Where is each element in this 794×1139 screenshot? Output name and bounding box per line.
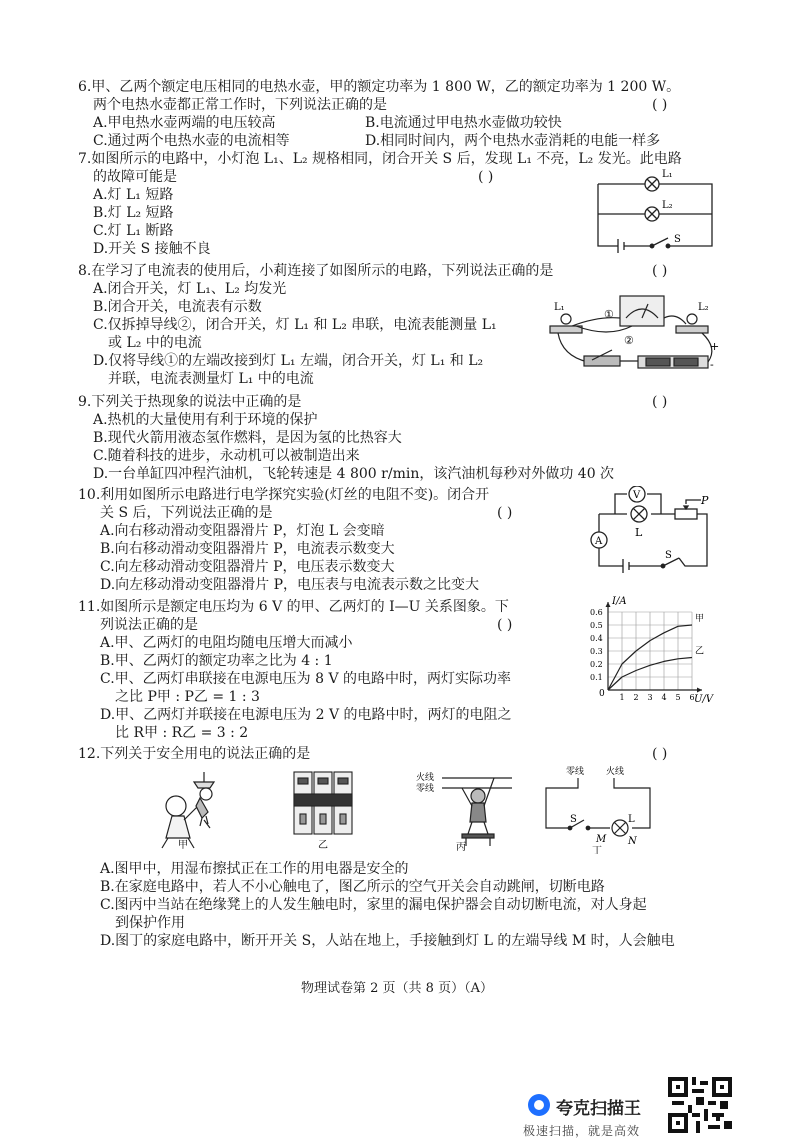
q12-ding-n-label: N: [628, 836, 637, 847]
q7-label-l2: L₂: [662, 200, 673, 211]
q9-option-a: A.热机的大量使用有利于环境的保护: [93, 412, 318, 428]
q10-option-b: B.向右移动滑动变阻器滑片 P，电流表示数变大: [100, 541, 395, 557]
q10-answer-bracket: ( ): [497, 505, 513, 521]
x-tick-label: 2: [633, 693, 639, 702]
q6-option-a: A.甲电热水壶两端的电压较高: [93, 115, 276, 131]
q9-option-d: D.一台单缸四冲程汽油机，飞轮转速是 4 800 r/min，该汽油机每秒对外做功 40 次: [93, 466, 615, 482]
q7-option-a: A.灯 L₁ 短路: [93, 187, 174, 203]
q8-label-l1: L₁: [554, 302, 565, 313]
q6-answer-bracket: ( ): [652, 97, 668, 113]
q8-label-l2: L₂: [698, 302, 709, 313]
y-tick-label: 0.2: [590, 660, 603, 669]
q6-option-d: D.相同时间内，两个电热水壶消耗的电能一样多: [365, 133, 661, 149]
q8-answer-bracket: ( ): [652, 263, 668, 279]
y-tick-label: 0.5: [590, 621, 603, 630]
q8-option-a: A.闭合开关，灯 L₁、L₂ 均发光: [93, 281, 287, 297]
q12-figure-ding-household-circuit: [540, 764, 660, 854]
q12-bing-fire-label: 火线: [416, 773, 435, 783]
q11-option-b: B.甲、乙两灯的额定功率之比为 4 : 1: [100, 653, 333, 669]
q12-ding-m-label: M: [596, 834, 607, 845]
x-tick-label: 5: [675, 693, 681, 702]
q12-answer-bracket: ( ): [652, 746, 668, 762]
series-label: 甲: [695, 614, 705, 624]
x-tick-label: 6: [689, 693, 695, 702]
q10-stem-line1: 10.利用如图所示电路进行电学探究实验(灯丝的电阻不变)。闭合开: [78, 487, 490, 503]
q12-bing-zero-label: 零线: [416, 784, 435, 794]
q12-option-a: A.图甲中，用湿布擦拭正在工作的用电器是安全的: [100, 861, 409, 877]
q10-option-c: C.向左移动滑动变阻器滑片 P，电压表示数变大: [100, 559, 395, 575]
q12-option-b: B.在家庭电路中，若人不小心触电了，图乙所示的空气开关会自动跳闸，切断电路: [100, 879, 605, 895]
q11-option-c-line2: 之比 P甲 : P乙 = 1 : 3: [115, 689, 260, 705]
q6-stem-line1: 6.甲、乙两个额定电压相同的电热水壶，甲的额定功率为 1 800 W，乙的额定功率为 1 200 W。: [78, 79, 681, 95]
chart-tick-labels: [590, 608, 695, 702]
q7-label-s: S: [674, 234, 681, 245]
qr-code-icon: [668, 1077, 732, 1133]
q10-option-d: D.向左移动滑动变阻器滑片 P，电压表与电流表示数之比变大: [100, 577, 480, 593]
q8-option-b: B.闭合开关，电流表有示数: [93, 299, 262, 315]
y-tick-label: 0.3: [590, 647, 603, 656]
q11-answer-bracket: ( ): [497, 617, 513, 633]
q7-answer-bracket: ( ): [478, 169, 494, 185]
q6-stem-line2: 两个电热水壶都正常工作时，下列说法正确的是: [93, 97, 387, 113]
q8-label-wire1: ①: [604, 308, 614, 321]
q10-option-a: A.向右移动滑动变阻器滑片 P，灯泡 L 会变暗: [100, 523, 385, 539]
q7-option-c: C.灯 L₁ 断路: [93, 223, 174, 239]
q9-option-b: B.现代火箭用液态氢作燃料，是因为氢的比热容大: [93, 430, 402, 446]
q10-label-switch: S: [665, 550, 672, 561]
q12-stem: 12.下列关于安全用电的说法正确的是: [78, 746, 311, 762]
brand-name: 夸克扫描王: [556, 1099, 641, 1119]
q9-answer-bracket: ( ): [652, 394, 668, 410]
q10-label-ammeter: A: [595, 536, 603, 547]
q8-label-minus: -: [710, 358, 714, 371]
q12-option-d: D.图丁的家庭电路中，断开开关 S，人站在地上，手接触到灯 L 的左端导线 M 时，人会触电: [100, 933, 675, 949]
q12-ding-lamp-label: L: [628, 814, 635, 825]
y-tick-label: 0.1: [590, 673, 603, 682]
q11-option-d-line1: D.甲、乙两灯并联接在电源电压为 2 V 的电路中时，两灯的电阻之: [100, 707, 512, 723]
q12-caption-yi: 乙: [318, 840, 328, 850]
q12-caption-ding: 丁: [592, 846, 602, 854]
q12-figure-jia-wet-cloth: [150, 768, 250, 850]
chart-series: [608, 613, 704, 690]
q12-caption-bing: 丙: [456, 842, 466, 852]
x-tick-label: 3: [647, 693, 653, 702]
q8-label-wire2: ②: [624, 334, 634, 347]
q10-label-lamp: L: [635, 526, 643, 539]
q6-option-c: C.通过两个电热水壶的电流相等: [93, 133, 290, 149]
q11-option-c-line1: C.甲、乙两灯串联接在电源电压为 8 V 的电路中时，两灯实际功率: [100, 671, 512, 687]
q10-label-voltmeter: V: [633, 490, 641, 501]
q8-physical-circuit: [548, 288, 728, 380]
q7-circuit-diagram: [590, 168, 720, 258]
q7-label-l1: L₁: [662, 169, 673, 180]
q11-option-d-line2: 比 R甲 : R乙 = 3 : 2: [115, 725, 249, 741]
q12-option-c-line1: C.图丙中当站在绝缘凳上的人发生触电时，家里的漏电保护器会自动切断电流，对人身起: [100, 897, 647, 913]
q7-stem-line2: 的故障可能是: [93, 169, 177, 185]
q12-caption-jia: 甲: [178, 840, 188, 850]
q8-option-d-line1: D.仅将导线①的左端改接到灯 L₁ 左端，闭合开关，灯 L₁ 和 L₂: [93, 353, 484, 369]
q7-option-d: D.开关 S 接触不良: [93, 241, 211, 257]
q9-option-c: C.随着科技的进步，永动机可以被制造出来: [93, 448, 360, 464]
y-tick-label: 0.4: [590, 634, 603, 643]
q11-iu-chart: [588, 594, 718, 708]
q12-ding-zero-label: 零线: [566, 767, 585, 777]
q8-stem: 8.在学习了电流表的使用后，小莉连接了如图所示的电路，下列说法正确的是: [78, 263, 554, 279]
q8-option-c-line2: 或 L₂ 中的电流: [108, 335, 202, 351]
q10-label-slider: P: [701, 494, 709, 507]
chart-x-axis-label: U/V: [694, 694, 714, 705]
q8-option-d-line2: 并联，电流表测量灯 L₁ 中的电流: [108, 371, 314, 387]
q6-option-b: B.电流通过甲电热水壶做功较快: [365, 115, 562, 131]
q10-stem-line2: 关 S 后，下列说法正确的是: [100, 505, 273, 521]
q7-stem-line1: 7.如图所示的电路中，小灯泡 L₁、L₂ 规格相同，闭合开关 S 后，发现 L₁ 不亮，L₂ 发光。此电路: [78, 151, 682, 167]
q12-figure-yi-air-switch: [288, 768, 358, 850]
q8-option-c-line1: C.仅拆掉导线②，闭合开关，灯 L₁ 和 L₂ 串联，电流表能测量 L₁: [93, 317, 497, 333]
chart-origin-label: 0: [599, 689, 605, 699]
quark-logo-icon: [528, 1094, 550, 1116]
y-axis-arrow: [606, 602, 611, 607]
q11-stem-line2: 列说法正确的是: [100, 617, 198, 633]
page-footer: 物理试卷第 2 页（共 8 页）（A）: [301, 981, 493, 996]
q10-circuit-diagram: [585, 486, 715, 578]
y-tick-label: 0.6: [590, 608, 603, 617]
q11-stem-line1: 11.如图所示是额定电压均为 6 V 的甲、乙两灯的 I—U 关系图象。下: [78, 599, 509, 615]
q8-label-plus: +: [710, 340, 720, 353]
q12-option-c-line2: 到保护作用: [115, 915, 185, 931]
x-tick-label: 1: [619, 693, 625, 702]
x-axis-arrow: [697, 688, 702, 693]
q7-option-b: B.灯 L₂ 短路: [93, 205, 174, 221]
q11-option-a: A.甲、乙两灯的电阻均随电压增大而减小: [100, 635, 353, 651]
series-label: 乙: [695, 646, 705, 657]
q12-figure-bing-insulated-stool: [414, 766, 514, 852]
q12-ding-fire-label: 火线: [606, 767, 625, 777]
q9-stem: 9.下列关于热现象的说法中正确的是: [78, 394, 302, 410]
x-tick-label: 4: [661, 693, 667, 702]
brand-slogan: 极速扫描，就是高效: [523, 1124, 641, 1138]
q12-ding-switch-label: S: [570, 814, 577, 825]
chart-y-axis-label: I/A: [612, 596, 627, 607]
